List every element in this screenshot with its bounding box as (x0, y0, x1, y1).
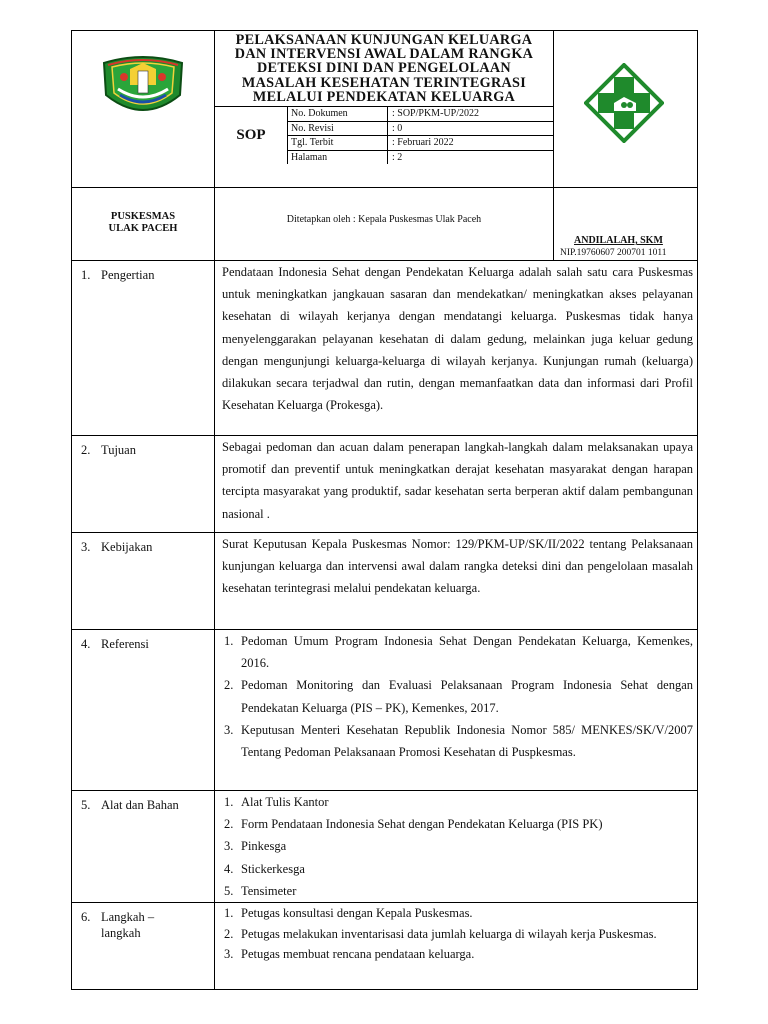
langkah-list (215, 903, 693, 965)
section-label: Alat dan Bahan (101, 798, 179, 812)
section-row-tujuan: 2. Tujuan Sebagai pedoman dan acuan dalam penerapan langkah-langkah dalam melaksanakan upaya promotif dan preventif untuk meningkatkan derajat kesehatan masyarakat dengan harapan tercipta masyarakat yang produktif, sadar kesehatan serta berperan aktif dalam pembangunan nasional . (72, 436, 698, 533)
puskesmas-name: ULAK PACEH (108, 223, 178, 234)
regency-emblem-icon (100, 55, 186, 117)
list-item: 3. Petugas membuat rencana pendataan keluarga. (224, 947, 475, 962)
title-and-meta-cell (215, 31, 554, 188)
sop-table (71, 30, 698, 990)
list-item: 2. Form Pendataan Indonesia Sehat dengan Pendekatan Keluarga (PIS PK) (224, 817, 603, 832)
list-item: 1. Pedoman Umum Program Indonesia Sehat Dengan Pendekatan Keluarga, Kemenkes, 2016. (224, 634, 693, 671)
section-label: Pengertian (101, 268, 155, 282)
meta-row-tgl-terbit: Tgl. Terbit : Februari 2022 (288, 136, 553, 151)
list-item: 2. Pedoman Monitoring dan Evaluasi Pelaksanaan Program Indonesia Sehat dengan Pendekatan Keluarga (PIS – PK), Kemenkes, 2017. (224, 678, 693, 715)
puskesmas-label: PUSKESMAS (110, 211, 176, 222)
ditetapkan-text: Ditetapkan oleh : Kepala Puskesmas Ulak Paceh (286, 214, 482, 225)
section-row-referensi: 4. Referensi 1. Pedoman Umum Program Indonesia Sehat Dengan Pendekatan Keluarga, Kemenkes, 2016. 2. Pedoman Monitoring dan Evaluasi Pelaksanaan Program Indonesia Sehat dengan Pendekatan Keluarga (PIS – PK), Kemenkes, 2017. 3. Keputusan Menteri Kesehatan Republik Indonesia Nomor 585/ MENKES/SK/V/2007 Tentang Pedoman Pelaksanaan Promosi Kesehatan di Puspkesmas. (72, 630, 698, 791)
section-label: Referensi (101, 637, 149, 651)
list-item: 2. Petugas melakukan inventarisasi data jumlah keluarga di wilayah kerja Puskesmas. (224, 926, 657, 941)
list-item: 4. Stickerkesga (224, 861, 305, 876)
list-item: 1. Petugas konsultasi dengan Kepala Puskesmas. (224, 906, 473, 921)
referensi-list (215, 630, 693, 763)
section-text: Sebagai pedoman dan acuan dalam penerapan langkah-langkah dalam melaksanakan upaya promotif dan preventif untuk meningkatkan derajat kesehatan masyarakat dengan harapan tercipta masyarakat yang produktif, sadar kesehatan serta berperan aktif dalam pembangunan nasional . (215, 436, 698, 533)
sop-label: SOP (215, 107, 288, 164)
list-item: 5. Tensimeter (224, 883, 297, 898)
puskesmas-cross-icon (584, 63, 664, 143)
ditetapkan-cell (215, 188, 554, 261)
section-row-kebijakan: 3. Kebijakan Surat Keputusan Kepala Puskesmas Nomor: 129/PKM-UP/SK/II/2022 tentang Pelaksanaan kunjungan keluarga dan intervensi awal dalam rangka deteksi dini dan pengelolaan masalah kesehatan terintegrasi melalui pendekatan keluarga. (72, 533, 698, 630)
meta-row-halaman: Halaman : 2 (288, 151, 553, 165)
section-row-pengertian: 1. Pengertian Pendataan Indonesia Sehat dengan Pendekatan Keluarga adalah salah satu cara Puskesmas untuk meningkatkan jangkauan sasaran dan mendekatkan/ meningkatkan akses pelayanan kesehatan di wilayah kerjanya dengan mendatangi keluarga. Puskesmas tidak hanya menyelenggarakan pelayanan kesehatan di dalam gedung, melainkan juga keluar gedung dengan mengunjungi keluarga-keluarga di wilayah kerjanya. Kunjungan rumah (keluarga) dilakukan secara terjadwal dan rutin, dengan memanfaatkan data dan informasi dari Profil Kesehatan Keluarga (Prokesga). (72, 261, 698, 436)
meta-row-no-revisi: No. Revisi : 0 (288, 122, 553, 137)
section-row-alat-bahan: 5. Alat dan Bahan 1. Alat Tulis Kantor 2. Form Pendataan Indonesia Sehat dengan Pendekatan Keluarga (PIS PK) 3. Pinkesga 4. Stickerkesga 5. Tensimeter (72, 791, 698, 903)
signature-cell (554, 188, 698, 261)
section-label: Tujuan (101, 443, 136, 457)
section-text: Pendataan Indonesia Sehat dengan Pendekatan Keluarga adalah salah satu cara Puskesmas untuk meningkatkan jangkauan sasaran dan mendekatkan/ meningkatkan akses pelayanan kesehatan di wilayah kerjanya dengan mendatangi keluarga. Puskesmas tidak hanya menyelenggarakan pelayanan kesehatan di dalam gedung, melainkan juga keluar gedung dengan mengunjungi keluarga-keluarga di wilayah kerjanya. Kunjungan rumah (keluarga) dilakukan secara terjadwal dan rutin, dengan memanfaatkan data dan informasi dari Profil Kesehatan Keluarga (Prokesga). (215, 261, 698, 436)
list-item: 3. Keputusan Menteri Kesehatan Republik Indonesia Nomor 585/ MENKES/SK/V/2007 Tentang Pedoman Pelaksanaan Promosi Kesehatan di Puspkesmas. (224, 722, 693, 760)
document-meta (288, 107, 553, 164)
meta-row-no-dokumen: No. Dokumen : SOP/PKM-UP/2022 (288, 107, 553, 122)
puskesmas-logo-cell (554, 31, 698, 188)
regency-logo-cell (72, 31, 215, 188)
section-text: Surat Keputusan Kepala Puskesmas Nomor: 129/PKM-UP/SK/II/2022 tentang Pelaksanaan kunjungan keluarga dan intervensi awal dalam rangka deteksi dini dan pengelolaan masalah kesehatan terintegrasi melalui pendekatan keluarga. (215, 533, 698, 630)
list-item: 3. Pinkesga (224, 839, 287, 854)
sop-document (71, 30, 694, 990)
section-label: Langkah – langkah (101, 910, 155, 941)
alat-bahan-list (215, 791, 693, 902)
document-title: PELAKSANAAN KUNJUNGAN KELUARGA DAN INTERVENSI AWAL DALAM RANGKA DETEKSI DINI DAN PENGELOLAAN MASALAH KESEHATAN TERINTEGRASI MELALUI PENDEKATAN KELUARGA (215, 31, 553, 107)
signer-nip: NIP.19760607 200701 1011 (560, 248, 667, 258)
puskesmas-name-cell (72, 188, 215, 261)
list-item: 1. Alat Tulis Kantor (224, 795, 329, 809)
section-label: Kebijakan (101, 540, 153, 554)
signer-name: ANDILALAH, SKM (574, 235, 663, 246)
section-row-langkah: 6. Langkah – langkah 1. Petugas konsultasi dengan Kepala Puskesmas. 2. Petugas melakukan inventarisasi data jumlah keluarga di wilayah kerja Puskesmas. 3. Petugas membuat rencana pendataan keluarga. (72, 903, 698, 990)
